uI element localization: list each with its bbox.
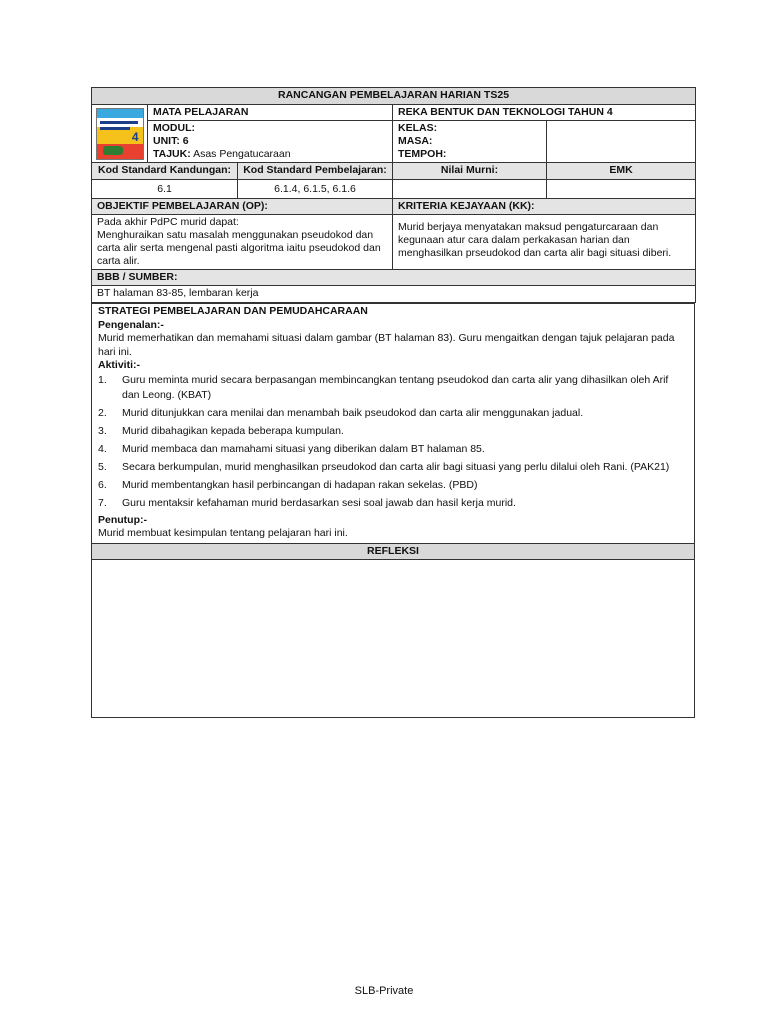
unit-label: UNIT: 6: [153, 135, 189, 147]
refleksi-content: [92, 559, 695, 717]
kod-standard-pembelajaran-value: 6.1.4, 6.1.5, 6.1.6: [238, 180, 393, 199]
tempoh-label: TEMPOH:: [398, 148, 447, 160]
penutup-label: Penutup:-: [98, 513, 147, 526]
aktiviti-item: [98, 406, 688, 421]
modul-unit-tajuk-cell: [148, 121, 393, 163]
aktiviti-item-number: 4.: [98, 442, 107, 455]
aktiviti-item: [98, 478, 688, 493]
aktiviti-item-text: Murid ditunjukkan cara menilai dan menambah baik pseudokod dan carta alir menggunakan jadual.: [122, 406, 584, 419]
pengenalan-text: Murid memerhatikan dan memahami situasi dalam gambar (BT halaman 83). Guru mengaitkan dengan tajuk pelajaran pada hari ini.: [98, 332, 675, 358]
objektif-text: Menghuraikan satu masalah menggunakan pseudokod dan carta alir serta mengenal pasti algoritma iaitu pseudokod dan carta alir.: [97, 229, 381, 267]
aktiviti-item-text: Murid membentangkan hasil perbincangan di hadapan rakan sekelas. (PBD): [122, 478, 478, 491]
kod-standard-kandungan-value: 6.1: [92, 180, 238, 199]
aktiviti-item-text: Guru mentaksir kefahaman murid berdasarkan sesi soal jawab dan hasil kerja murid.: [122, 496, 516, 509]
aktiviti-item: [98, 496, 688, 511]
aktiviti-item-number: 1.: [98, 373, 107, 386]
lesson-plan-header-table: [91, 87, 696, 303]
aktiviti-item-number: 6.: [98, 478, 107, 491]
aktiviti-item-number: 3.: [98, 424, 107, 437]
emk-header: EMK: [547, 163, 696, 180]
tajuk-label: TAJUK:: [153, 148, 191, 160]
tajuk-value: Asas Pengatucaraan: [190, 148, 291, 160]
aktiviti-list: [98, 373, 688, 511]
masa-label: MASA:: [398, 135, 433, 147]
kelas-label: KELAS:: [398, 122, 438, 134]
textbook-cover-icon: 4: [96, 108, 144, 160]
kriteria-header: KRITERIA KEJAYAAN (KK):: [393, 199, 696, 215]
emk-value: [547, 180, 696, 199]
strategi-content: [92, 304, 695, 544]
penutup-text: Murid membuat kesimpulan tentang pelajaran hari ini.: [98, 527, 348, 539]
mata-pelajaran-value: REKA BENTUK DAN TEKNOLOGI TAHUN 4: [393, 105, 696, 121]
strategi-table: [91, 303, 695, 718]
aktiviti-label: Aktiviti:-: [98, 359, 140, 371]
footer-classification: SLB-Private: [354, 985, 414, 997]
pengenalan-label: Pengenalan:-: [98, 318, 164, 331]
aktiviti-item-text: Murid membaca dan mamahami situasi yang diberikan dalam BT halaman 85.: [122, 442, 485, 455]
kod-standard-pembelajaran-header: Kod Standard Pembelajaran:: [238, 163, 393, 180]
objektif-header: OBJEKTIF PEMBELAJARAN (OP):: [92, 199, 393, 215]
aktiviti-item-number: 5.: [98, 460, 107, 473]
kelas-value-cell: [547, 121, 696, 163]
objektif-content: [92, 215, 393, 270]
document-title: RANCANGAN PEMBELAJARAN HARIAN TS25: [92, 88, 696, 105]
aktiviti-item: [98, 442, 688, 457]
refleksi-header: REFLEKSI: [92, 543, 695, 559]
aktiviti-item: [98, 424, 688, 439]
bbb-sumber-value: BT halaman 83-85, lembaran kerja: [92, 286, 696, 303]
lesson-plan-sheet: [91, 87, 695, 718]
kelas-masa-tempoh-cell: [393, 121, 547, 163]
kriteria-text: Murid berjaya menyatakan maksud pengaturcaraan dan kegunaan atur cara dalam perkakasan harian dan menghasilkan prseudokod dan carta alir bagi situasi diberi.: [393, 215, 696, 270]
kod-standard-kandungan-header: Kod Standard Kandungan:: [92, 163, 238, 180]
nilai-murni-value: [393, 180, 547, 199]
nilai-murni-header: Nilai Murni:: [393, 163, 547, 180]
aktiviti-item-number: 2.: [98, 406, 107, 419]
aktiviti-item-number: 7.: [98, 496, 107, 509]
textbook-cover: [92, 105, 148, 163]
mata-pelajaran-label: MATA PELAJARAN: [148, 105, 393, 121]
bbb-sumber-header: BBB / SUMBER:: [92, 270, 696, 286]
modul-label: MODUL:: [153, 122, 195, 134]
strategi-title: STRATEGI PEMBELAJARAN DAN PEMUDAHCARAAN: [98, 305, 368, 317]
objektif-intro: Pada akhir PdPC murid dapat:: [97, 216, 239, 228]
aktiviti-item: [98, 373, 688, 403]
aktiviti-item-text: Secara berkumpulan, murid menghasilkan prseudokod dan carta alir bagi situasi yang perlu dilalui oleh Rani. (PAK21): [122, 460, 670, 473]
aktiviti-item-text: Murid dibahagikan kepada beberapa kumpulan.: [122, 424, 344, 437]
aktiviti-item: [98, 460, 688, 475]
aktiviti-item-text: Guru meminta murid secara berpasangan membincangkan tentang pseudokod dan carta alir yang dihasilkan oleh Arif dan Leong. (KBAT): [122, 373, 669, 401]
